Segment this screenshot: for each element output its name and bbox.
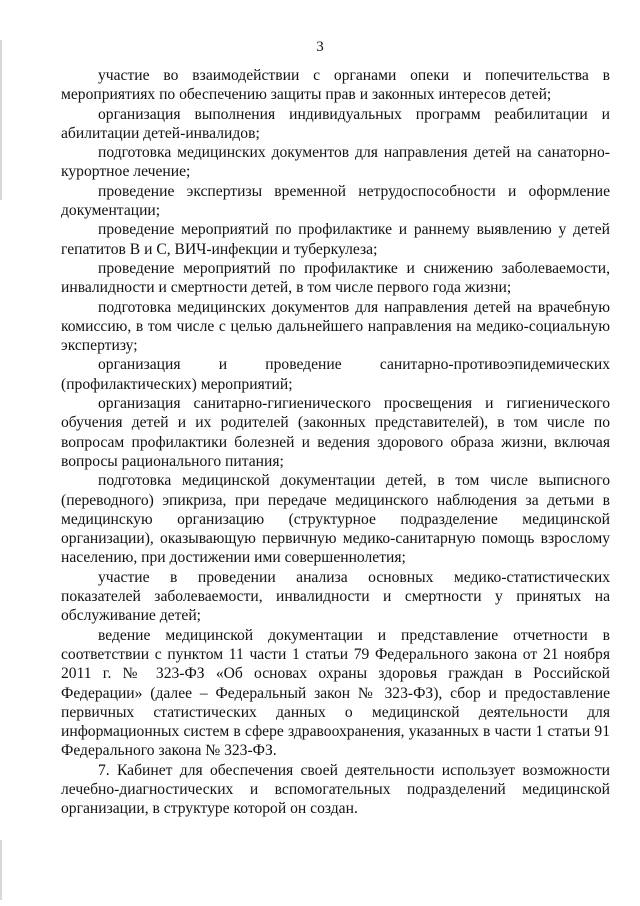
- scan-edge-bottom: [0, 840, 2, 900]
- paragraph-statistics-analysis: участие в проведении анализа основных медико-статистических показателей заболеваемости, инвалидности и смертности у принятых на обслуживание детей;: [61, 568, 610, 625]
- paragraph-rehabilitation: организация выполнения индивидуальных программ реабилитации и абилитации детей-инвалидов;: [61, 105, 610, 142]
- paragraph-hepatitis-prevention: проведение мероприятий по профилактике и раннему выявлению у детей гепатитов В и С, ВИЧ-инфекции и туберкулеза;: [61, 221, 610, 258]
- paragraph-transfer-documentation: подготовка медицинской документации детей, в том числе выписного (переводного) эпикриза, при передаче медицинского наблюдения за детьми в медицинскую организацию (структурное подразделение медицинской организации), оказывающую первичную медико-санитарную помощь взрослому населению, при достижении ими совершеннолетия;: [61, 472, 610, 567]
- paragraph-disability-expertise: проведение экспертизы временной нетрудоспособности и оформление документации;: [61, 182, 610, 220]
- paragraph-item-7: 7. Кабинет для обеспечения своей деятельности использует возможности лечебно-диагностических и вспомогательных подразделений медицинской организации, в структуре которой он создан.: [61, 761, 610, 818]
- document-body: [61, 66, 610, 819]
- scan-edge-top: [0, 40, 2, 200]
- page-number: 3: [316, 39, 324, 55]
- paragraph-sanatorium: подготовка медицинских документов для направления детей на санаторно-курортное лечение;: [61, 144, 610, 181]
- paragraph-hygiene-education: организация санитарно-гигиенического просвещения и гигиенического обучения детей и их родителей (законных представителей), в том числе по вопросам профилактики болезней и ведения здорового образа жизни, включая вопросы рационального питания;: [61, 395, 610, 470]
- paragraph-medical-commission: подготовка медицинских документов для направления детей на врачебную комиссию, в том числе с целью дальнейшего направления на медико-социальную экспертизу;: [61, 298, 610, 355]
- paragraph-reporting: ведение медицинской документации и представление отчетности в соответствии с пунктом 11 части 1 статьи 79 Федерального закона от 21 ноября 2011 г. № 323-ФЗ «Об основах охраны здоровья граждан в Российской Федерации» (далее – Федеральный закон № 323-ФЗ), сбор и предоставление первичных статистических данных о медицинской деятельности для информационных систем в сфере здравоохранения, указанных в части 1 статьи 91 Федерального закона № 323-ФЗ.: [61, 626, 610, 760]
- paragraph-morbidity-reduction: проведение мероприятий по профилактике и снижению заболеваемости, инвалидности и смертности детей, в том числе первого года жизни;: [61, 259, 610, 297]
- paragraph-guardianship: участие во взаимодействии с органами опеки и попечительства в мероприятиях по обеспечению защиты прав и законных интересов детей;: [61, 67, 610, 104]
- paragraph-sanitary-measures: организация и проведение санитарно-противоэпидемических (профилактических) мероприятий;: [61, 356, 610, 393]
